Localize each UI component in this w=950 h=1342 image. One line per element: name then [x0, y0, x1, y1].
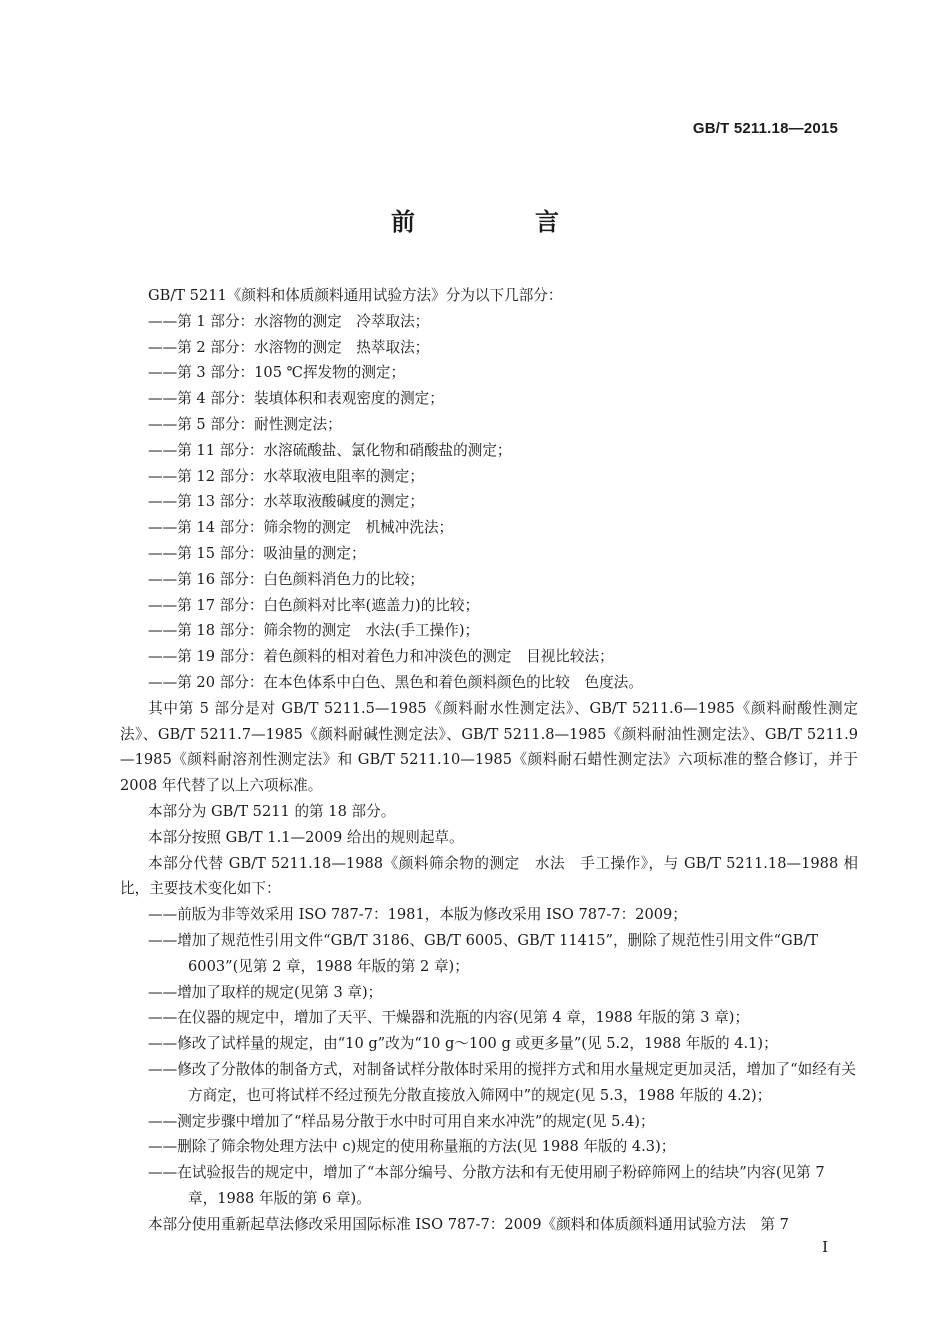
list-item: ——第 14 部分：筛余物的测定 机械冲洗法；: [148, 519, 454, 537]
list-item: ——前版为非等效采用 ISO 787-7：1981，本版为修改采用 ISO 787-7：2009；: [148, 906, 687, 924]
page-number: I: [822, 1238, 828, 1256]
list-item: ——第 19 部分：着色颜料的相对着色力和冲淡色的测定 目视比较法；: [148, 648, 614, 666]
list-item: ——修改了试样量的规定，由“10 g”改为“10 g～100 g 或更多量”(见 5.2，1988 年版的 4.1)；: [148, 1035, 778, 1053]
intro-paragraph: GB/T 5211《颜料和体质颜料通用试验方法》分为以下几部分：: [148, 287, 563, 304]
number-paragraph: 本部分为 GB/T 5211 的第 18 部分。: [148, 802, 396, 820]
list-item: ——删除了筛余物处理方法中 c)规定的使用称量瓶的方法(见 1988 年版的 4.3)；: [148, 1138, 676, 1156]
list-item: ——第 5 部分：耐性测定法；: [148, 415, 342, 433]
list-item: ——第 4 部分：装填体积和表观密度的测定；: [148, 390, 444, 408]
list-item: ——第 2 部分：水溶物的测定 热萃取法；: [148, 338, 430, 356]
list-item: ——第 20 部分：在本色体系中白色、黑色和着色颜料颜色的比较 色度法。: [148, 673, 643, 691]
replace-paragraph: 本部分代替 GB/T 5211.18—1988《颜料筛余物的测定 水法 手工操作》，与 GB/T 5211.18—1988 相比，主要技术变化如下：: [120, 854, 858, 898]
list-item: ——第 13 部分：水萃取液酸碱度的测定；: [148, 493, 424, 511]
draft-paragraph: 本部分按照 GB/T 1.1—2009 给出的规则起草。: [148, 828, 464, 846]
list-item: ——在仪器的规定中，增加了天平、干燥器和洗瓶的内容(见第 4 章，1988 年版的第 3 章)；: [148, 1009, 750, 1027]
list-item: ——第 18 部分：筛余物的测定 水法(手工操作)；: [148, 622, 480, 640]
list-item: ——增加了取样的规定(见第 3 章)；: [148, 983, 383, 1001]
list-item: ——第 17 部分：白色颜料对比率(遮盖力)的比较；: [148, 596, 480, 614]
part5-paragraph: 其中第 5 部分是对 GB/T 5211.5—1985《颜料耐水性测定法》、GB/T 5211.6—1985《颜料耐酸性测定法》、GB/T 5211.7—1985《颜料耐碱性测定法》、GB/T 5211.8—1985《颜料耐油性测定法》、GB/T 5211.9—1985《颜料耐溶剂性测定法》和 GB/T 5211.10—1985《颜料耐石蜡性测定法》六项标准的整合修订，并于 2008 年代替了以上六项标准。: [120, 699, 858, 795]
list-item: ——第 1 部分：水溶物的测定 冷萃取法；: [148, 312, 430, 330]
standard-code: GB/T 5211.18—2015: [692, 120, 838, 137]
page-title: 前 言: [391, 207, 607, 236]
list-item: ——第 11 部分：水溶硫酸盐、氯化物和硝酸盐的测定；: [148, 441, 512, 459]
list-item: ——增加了规范性引用文件“GB/T 3186、GB/T 6005、GB/T 11415”，删除了规范性引用文件“GB/T 6003”(见第 2 章，1988 年版的第 2 章)；: [148, 931, 818, 975]
list-item: ——在试验报告的规定中，增加了“本部分编号、分散方法和有无使用刷子粉碎筛网上的结块”内容(见第 7 章，1988 年版的第 6 章)。: [148, 1164, 825, 1207]
list-item: ——第 16 部分：白色颜料消色力的比较；: [148, 570, 424, 588]
parts-list: [120, 309, 858, 696]
changes-list: [120, 902, 858, 1212]
list-item: ——第 3 部分：105 ℃挥发物的测定；: [148, 364, 406, 382]
list-item: ——第 12 部分：水萃取液电阻率的测定；: [148, 467, 424, 485]
list-item: ——修改了分散体的制备方式，对制备试样分散体时采用的搅拌方式和用水量规定更加灵活，增加了“如经有关方商定，也可将试样不经过预先分散直接放入筛网中”的规定(见 5.3，1988 年版的 4.2)；: [148, 1060, 856, 1104]
list-item: ——第 15 部分：吸油量的测定；: [148, 544, 366, 562]
document-body: [120, 283, 858, 1237]
list-item: ——测定步骤中增加了“样品易分散于水中时可用自来水冲洗”的规定(见 5.4)；: [148, 1112, 655, 1130]
adopt-paragraph: 本部分使用重新起草法修改采用国际标准 ISO 787-7：2009《颜料和体质颜料通用试验方法 第 7: [148, 1215, 789, 1233]
